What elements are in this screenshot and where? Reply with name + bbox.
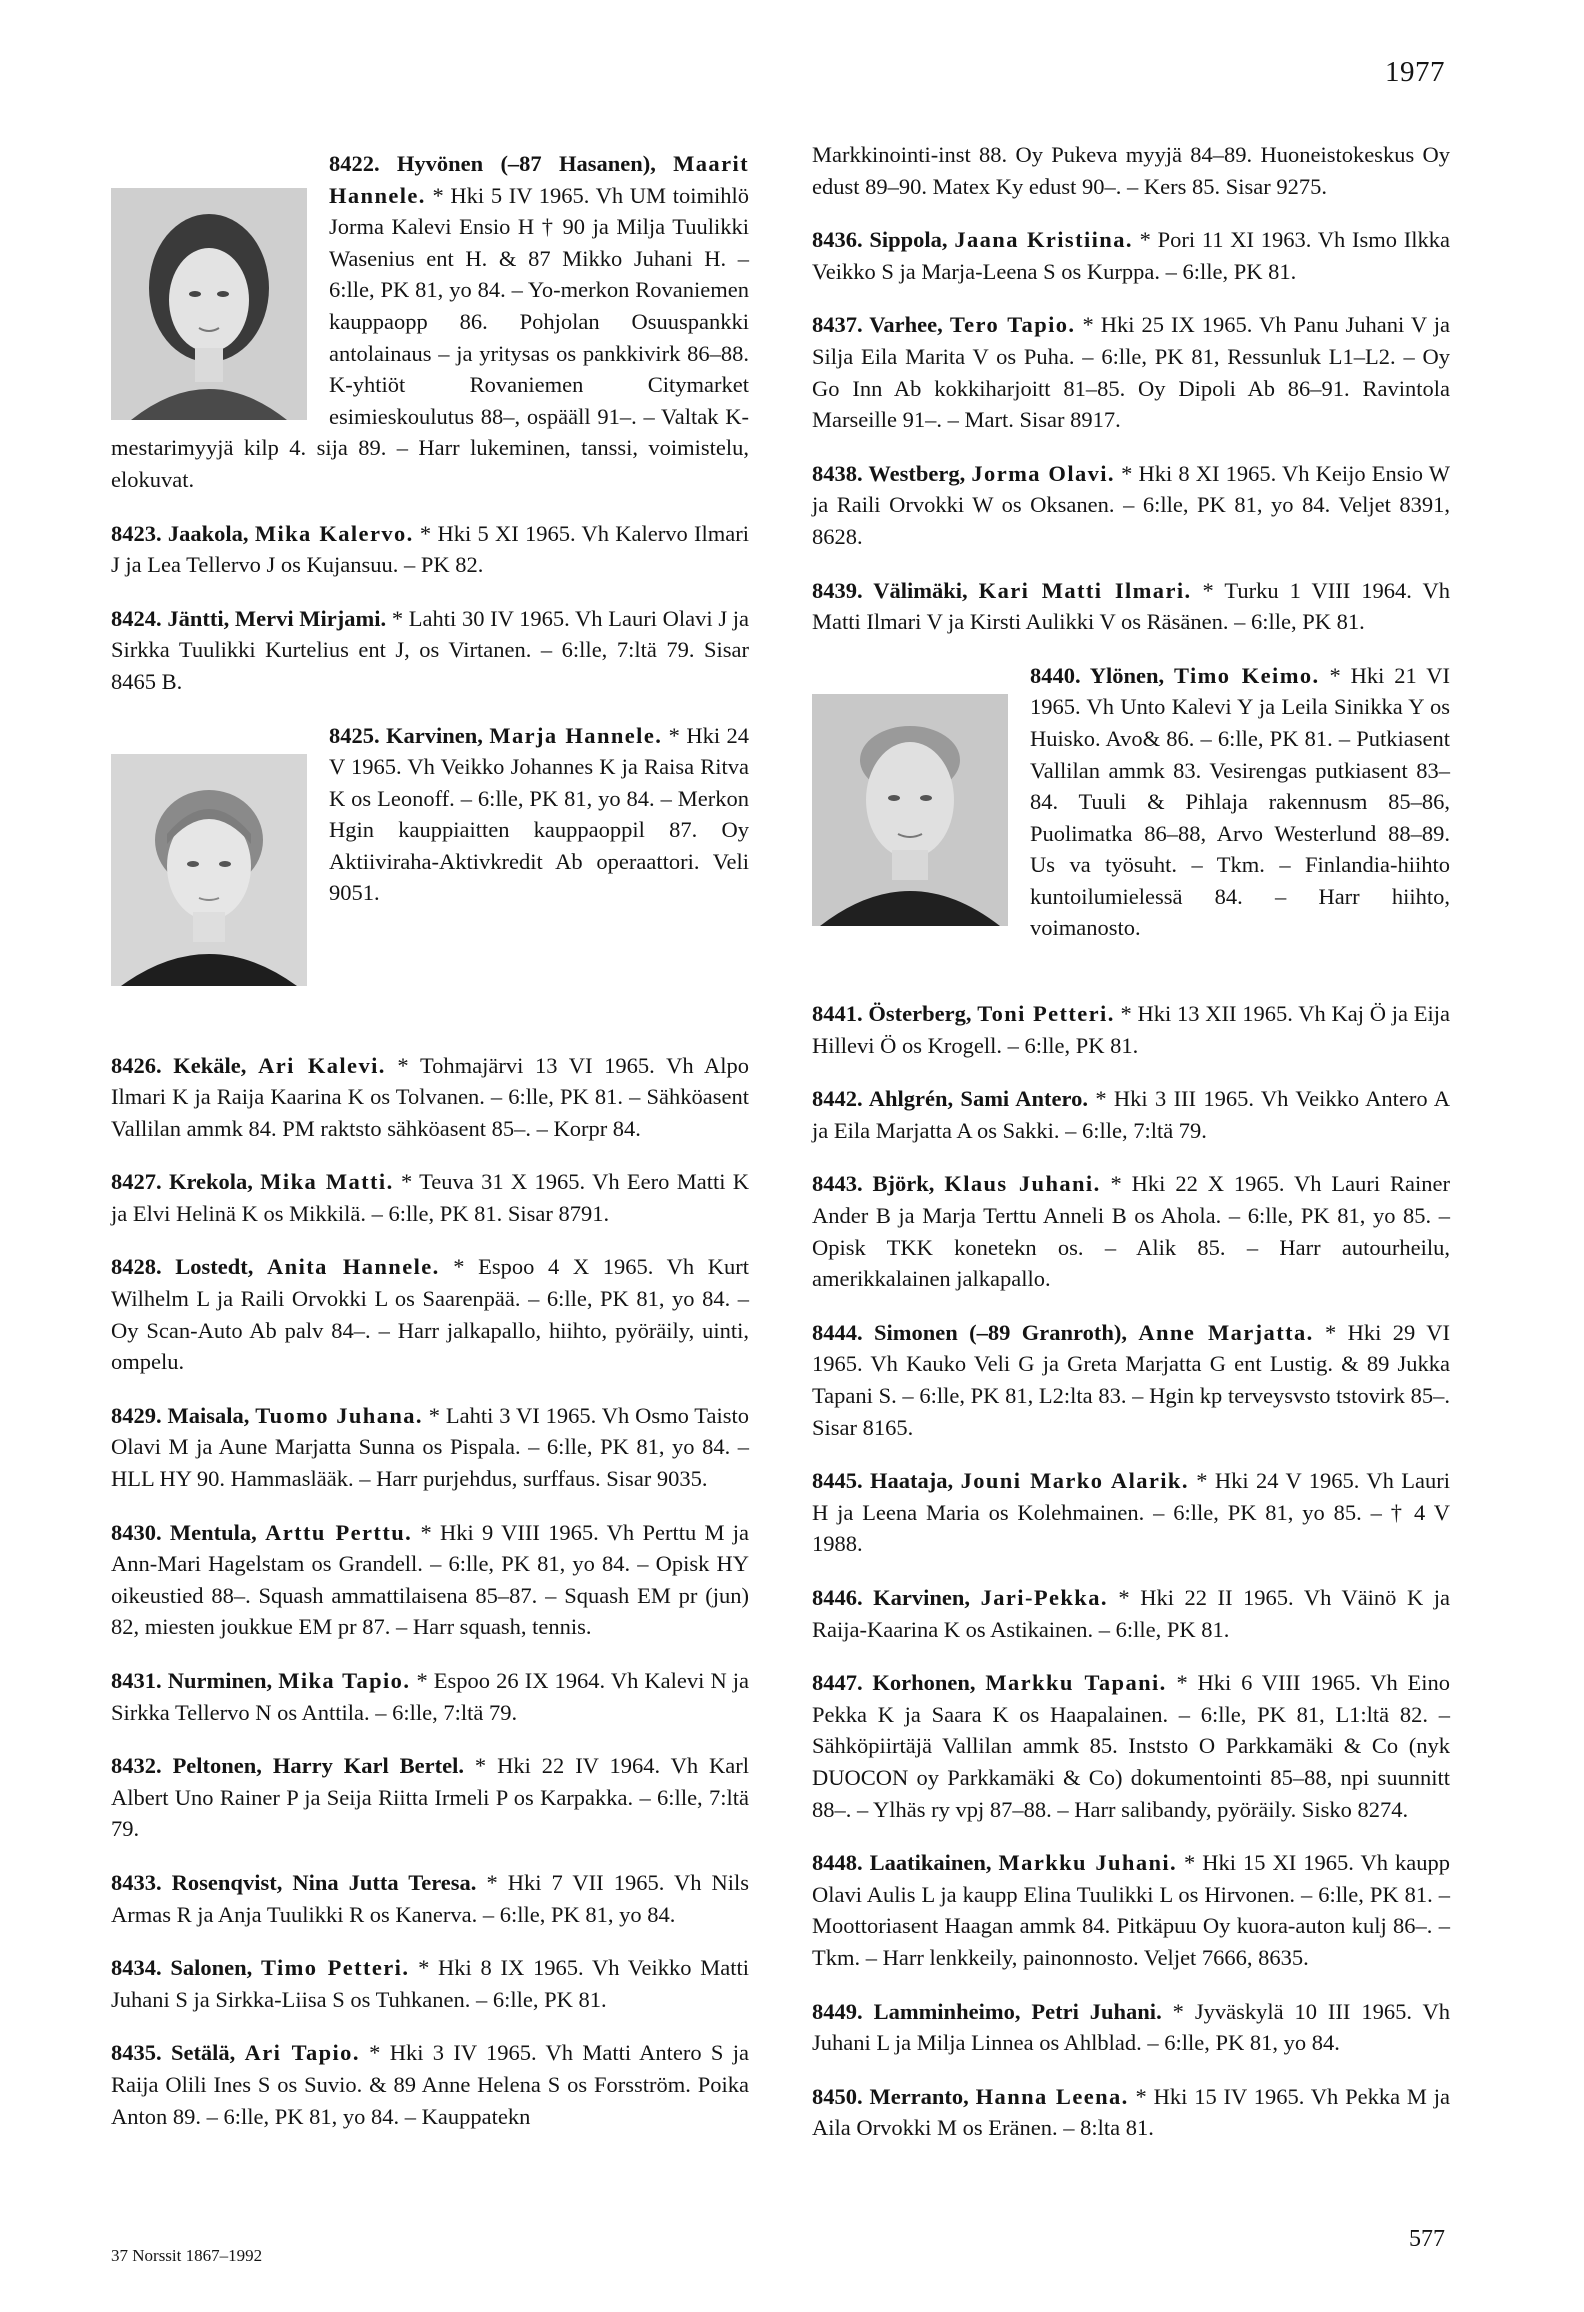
entry-surname: Karvinen, [386, 722, 483, 748]
entry-8445 [812, 1465, 1450, 1560]
entry-given-names: Mika Matti. [260, 1169, 394, 1195]
entry-surname: Välimäki, [873, 577, 968, 603]
entry-number: 8435. [111, 2040, 162, 2066]
entry-name [111, 606, 386, 631]
entry-given-names: Anne Marjatta. [1138, 1319, 1314, 1345]
entry-number: 8439. [812, 577, 863, 603]
entry-8433 [111, 1867, 749, 1930]
portrait-man-photo [812, 694, 1008, 926]
entry-8448 [812, 1847, 1450, 1973]
entry-8450 [812, 2081, 1450, 2144]
entry-8441 [812, 998, 1450, 1061]
entry-name [812, 1670, 1167, 1695]
entry-text: * Espoo 26 IX 1964. Vh Kalevi N ja Sirkka Tellervo N os Anttila. – 6:lle, 7:ltä 79. [111, 1668, 750, 1725]
entry-name [111, 1520, 412, 1545]
entry-surname: Varhee, [869, 312, 943, 338]
entry-given-names: Kari Matti Ilmari. [978, 577, 1192, 603]
entry-name [812, 1468, 1189, 1493]
entry-surname: Karvinen, [873, 1584, 971, 1610]
entry-number: 8433. [111, 1869, 162, 1895]
entry-8423 [111, 518, 749, 581]
entry-number: 8434. [111, 1955, 162, 1981]
entry-8430 [111, 1517, 749, 1643]
entry-name [111, 2040, 360, 2065]
entry-name [329, 723, 662, 748]
entry-given-names: Hanna Leena. [975, 2083, 1129, 2109]
entry-surname: Rosenqvist, Nina Jutta Teresa. [171, 1869, 477, 1895]
entry-number: 8446. [812, 1584, 863, 1610]
entry-number: 8443. [812, 1171, 863, 1197]
entry-surname: Hyvönen (–87 Hasanen), [396, 151, 656, 176]
entry-surname: Ahlgrén, Sami Antero. [868, 1086, 1088, 1112]
entry-continuation [812, 139, 1450, 202]
entry-given-names: Ari Tapio. [244, 2040, 360, 2066]
right-column [812, 117, 1450, 2144]
entry-surname: Nurminen, [167, 1668, 273, 1693]
entry-number: 8444. [812, 1319, 863, 1345]
entry-text: * Hki 8 XI 1965. Vh Keijo Ensio W ja Raili Orvokki W os Oksanen. – 6:lle, PK 81, yo 84. Veljet 8391, 8628. [812, 460, 1451, 549]
entry-number: 8422. [329, 151, 380, 176]
entry-surname: Lostedt, [175, 1254, 254, 1280]
entry-number: 8449. [812, 1998, 863, 2024]
entry-number: 8432. [111, 1753, 162, 1779]
portrait-young-woman-photo [111, 188, 307, 420]
entry-text: * Tohmajärvi 13 VI 1965. Vh Alpo Ilmari K ja Raija Kaarina K os Tolvanen. – 6:lle, PK 81. – Sähköasent Vallilan ammk 84. PM raktsto sähköasent 85–. – Korpr 84. [111, 1052, 749, 1141]
entry-given-names: Maarit Hannele. [329, 151, 750, 208]
entry-name [812, 461, 1115, 486]
entry-text: * Lahti 30 IV 1965. Vh Lauri Olavi J ja Sirkka Tuulikki Kurtelius ent J, os Virtanen. – 6:lle, 7:ltä 79. Sisar 8465 B. [111, 605, 750, 694]
entry-surname: Korhonen, [872, 1670, 976, 1696]
entry-surname: Laatikainen, [869, 1850, 992, 1876]
entry-name [111, 1870, 476, 1895]
entry-surname: Merranto, [869, 2083, 969, 2109]
entry-surname: Ylönen, [1089, 662, 1165, 688]
entry-number: 8436. [812, 227, 863, 253]
entry-name [111, 1955, 409, 1980]
entry-text: * Espoo 4 X 1965. Vh Kurt Wilhelm L ja Raili Orvokki L os Saarenpää. – 6:lle, PK 81, yo 84. – Oy Scan-Auto Ab palv 84–. – Harr jalkapallo, hiihto, pyöräily, uinti, ompelu. [111, 1254, 750, 1375]
entry-surname: Maisala, [167, 1402, 250, 1428]
entry-text: * Hki 24 V 1965. Vh Lauri H ja Leena Maria os Kolehmainen. – 6:lle, PK 81, yo 85. – † 4 V 1988. [812, 1468, 1451, 1557]
entry-given-names: Tero Tapio. [949, 312, 1076, 338]
entry-number: 8427. [111, 1169, 162, 1195]
entry-name [812, 312, 1075, 337]
entry-surname: Sippola, [869, 227, 948, 253]
entry-given-names: Mika Kalervo. [254, 520, 414, 546]
entry-surname: Kekäle, [173, 1052, 247, 1078]
entry-name [812, 1999, 1162, 2024]
entry-8426 [111, 1050, 749, 1145]
entry-text: * Turku 1 VIII 1964. Vh Matti Ilmari V ja Kirsti Aulikki V os Räsänen. – 6:lle, PK 81. [812, 577, 1451, 635]
entry-surname: Jäntti, Mervi Mirjami. [167, 605, 387, 631]
entry-surname: Setälä, [170, 2040, 236, 2066]
entry-surname: Jaakola, [167, 520, 249, 546]
entry-name [812, 1320, 1314, 1345]
entry-name [1030, 663, 1320, 688]
entry-text: * Hki 5 XI 1965. Vh Kalervo Ilmari J ja Lea Tellervo J os Kujansuu. – PK 82. [111, 520, 749, 578]
entry-surname: Westberg, [868, 460, 966, 486]
page-number: 577 [1409, 2226, 1445, 2252]
entry-given-names: Jari-Pekka. [980, 1584, 1108, 1610]
entry-surname: Simonen (–89 Granroth), [874, 1319, 1127, 1345]
entry-number: 8425. [329, 722, 380, 748]
entry-text: * Hki 29 VI 1965. Vh Kauko Veli G ja Greta Marjatta G ent Lustig. & 89 Jukka Tapani S. – 6:lle, PK 81, L2:lta 83. – Hgin kp terveysvsto tstovirk 85–. Sisar 8165. [812, 1319, 1450, 1440]
entry-8442 [812, 1083, 1450, 1146]
entry-text: * Hki 13 XII 1965. Vh Kaj Ö ja Eija Hillevi Ö os Krogell. – 6:lle, PK 81. [812, 1001, 1450, 1058]
entry-given-names: Ari Kalevi. [258, 1052, 386, 1078]
entry-given-names: Toni Petteri. [977, 1001, 1115, 1027]
entry-name [812, 578, 1192, 603]
entry-given-names: Jorma Olavi. [971, 460, 1115, 486]
entry-number: 8441. [812, 1001, 863, 1027]
entry-surname: Haataja, [870, 1468, 954, 1494]
entry-number: 8438. [812, 460, 863, 486]
entry-surname: Peltonen, Harry Karl Bertel. [172, 1753, 464, 1779]
entry-name [111, 521, 414, 546]
entry-surname: Österberg, [868, 1001, 972, 1027]
entry-text: * Hki 15 IV 1965. Vh Pekka M ja Aila Orvokki M os Eränen. – 8:lta 81. [812, 2083, 1451, 2141]
entry-8443 [812, 1168, 1450, 1294]
entry-8446 [812, 1582, 1450, 1645]
entry-text: Markkinointi-inst 88. Oy Pukeva myyjä 84–89. Huoneistokeskus Oy edust 89–90. Matex Ky edust 90–. – Kers 85. Sisar 9275. [812, 142, 1450, 199]
entry-8422 [111, 148, 749, 496]
entry-name [111, 1254, 440, 1279]
entry-8438 [812, 458, 1450, 553]
entry-given-names: Klaus Juhani. [944, 1171, 1101, 1197]
entry-number: 8437. [812, 312, 863, 338]
entry-text: * Lahti 3 VI 1965. Vh Osmo Taisto Olavi M ja Aune Marjatta Sunna os Pispala. – 6:lle, PK 81, yo 84. – HLL HY 90. Hammaslääk. – Harr purjehdus, surffaus. Sisar 9035. [111, 1402, 749, 1492]
entry-text: * Hki 22 IV 1964. Vh Karl Albert Uno Rainer P ja Seija Riitta Irmeli P os Karpakka. – 6:lle, 7:ltä 79. [111, 1753, 749, 1842]
entry-text: * Hki 6 VIII 1965. Vh Eino Pekka K ja Saara K os Haapalainen. – 6:lle, PK 81, L1:ltä 82. – Sähköpiirtäjä Vallilan ammk 85. Inststo O Parkkamäki & Co (nyk DUOCON oy Parkkamäki & Co) dokumentointi 85–88, npi suunnitt 88–. – Ylhäs ry vpj 87–88. – Harr salibandy, pyöräily. Sisko 8274. [812, 1670, 1450, 1822]
portrait-short-hair-woman-photo [111, 754, 307, 986]
entry-name [111, 1668, 410, 1693]
entry-text: * Hki 9 VIII 1965. Vh Perttu M ja Ann-Mari Hagelstam os Grandell. – 6:lle, PK 81, yo 84. – Opisk HY oikeustied 88–. Squash ammattilaisena 85–87. – Squash EM pr (jun) 82, miesten joukkue EM pr 87. – Harr squash, tennis. [111, 1519, 750, 1640]
entry-name [812, 1171, 1101, 1196]
entry-text: * Hki 15 XI 1965. Vh kaupp Olavi Aulis L ja kaupp Elina Tuulikki L os Hirvonen. – 6:lle, PK 81. – Moottoriasent Haagan ammk 84. Pitkäpuu Oy kuora-auton kulj 86–. – Tkm. – Harr lenkkeily, painonnosto. Veljet 7666, 8635. [812, 1850, 1450, 1970]
entry-name [812, 1850, 1177, 1875]
entry-text: * Hki 3 III 1965. Vh Veikko Antero A ja Eila Marjatta A os Sakki. – 6:lle, 7:ltä 79. [812, 1086, 1450, 1143]
entry-8444 [812, 1317, 1450, 1443]
entry-given-names: Marja Hannele. [489, 722, 663, 748]
entry-8425 [111, 720, 749, 994]
entry-8429 [111, 1400, 749, 1495]
entry-8440 [812, 660, 1450, 944]
entry-name [111, 1753, 464, 1778]
entry-given-names: Markku Juhani. [998, 1850, 1178, 1876]
entry-8449 [812, 1996, 1450, 2059]
entry-number: 8447. [812, 1670, 863, 1696]
entry-given-names: Jaana Kristiina. [954, 227, 1133, 253]
entry-given-names: Tuomo Juhana. [255, 1402, 423, 1428]
entry-8434 [111, 1952, 749, 2015]
entry-text: * Hki 25 IX 1965. Vh Panu Juhani V ja Silja Eila Marita V os Puha. – 6:lle, PK 81, Ressunluk L1–L2. – Oy Go Inn Ab kokkiharjoitt 81–85. Oy Dipoli Ab 86–91. Ravintola Marseille 91–. – Mart. Sisar 8917. [812, 312, 1451, 433]
entry-given-names: Arttu Perttu. [265, 1519, 413, 1545]
entry-8428 [111, 1251, 749, 1377]
entry-given-names: Mika Tapio. [278, 1668, 411, 1693]
entry-surname: Lamminheimo, Petri Juhani. [873, 1998, 1162, 2024]
entry-number: 8430. [111, 1519, 162, 1545]
entry-8437 [812, 309, 1450, 435]
entry-name [812, 1585, 1108, 1610]
left-column [111, 126, 749, 2132]
entry-given-names: Timo Keimo. [1174, 662, 1320, 688]
entry-text: * Hki 22 II 1965. Vh Väinö K ja Raija-Kaarina K os Astikainen. – 6:lle, PK 81. [812, 1584, 1451, 1642]
entry-name [812, 1086, 1088, 1111]
entry-text: * Hki 8 IX 1965. Vh Veikko Matti Juhani S ja Sirkka-Liisa S os Tuhkanen. – 6:lle, PK 81. [111, 1955, 749, 2012]
entry-8427 [111, 1166, 749, 1229]
entry-8431 [111, 1665, 749, 1728]
entry-text: * Hki 22 X 1965. Vh Lauri Rainer Ander B ja Marja Terttu Anneli B os Ahola. – 6:lle, PK 81, yo 85. – Opisk TKK konetekn os. – Alik 85. – Harr autourheilu, amerikkalainen jalkapallo. [812, 1171, 1451, 1292]
entry-given-names: Anita Hannele. [267, 1254, 440, 1280]
entry-given-names: Timo Petteri. [261, 1955, 410, 1981]
entry-number: 8423. [111, 520, 162, 546]
entry-surname: Mentula, [169, 1519, 257, 1545]
entry-surname: Salonen, [170, 1955, 253, 1981]
entry-given-names: Jouni Marko Alarik. [960, 1468, 1189, 1494]
entry-number: 8440. [1030, 662, 1081, 688]
entry-name [812, 2084, 1129, 2109]
footer-signature: 37 Norssit 1867–1992 [111, 2246, 263, 2265]
entry-8436 [812, 224, 1450, 287]
entry-number: 8450. [812, 2083, 863, 2109]
entry-text: * Hki 21 VI 1965. Vh Unto Kalevi Y ja Leila Sinikka Y os Huisko. Avo& 86. – 6:lle, PK 81. – Putkiasent Vallilan ammk 83. Vesirengas putkiasent 83–84. Tuuli & Pihlaja rakennusm 85–86, Puolimatka 86–88, Arvo Westerlund 88–89. Us va työsuht. – Tkm. – Finlandia-hiihto kuntoilumielessä 84. – Harr hiihto, voimanosto. [1030, 662, 1451, 941]
entry-name [111, 1169, 394, 1194]
page-year: 1977 [1385, 56, 1445, 88]
entry-name [111, 1403, 423, 1428]
entry-8447 [812, 1667, 1450, 1825]
entry-number: 8445. [812, 1468, 863, 1494]
entry-name [812, 227, 1133, 252]
entry-text: * Teuva 31 X 1965. Vh Eero Matti K ja Elvi Helinä K os Mikkilä. – 6:lle, PK 81. Sisar 8791. [111, 1169, 750, 1226]
entry-number: 8424. [111, 605, 162, 631]
entry-text: * Hki 5 IV 1965. Vh UM toimihlö Jorma Kalevi Ensio H † 90 ja Milja Tuulikki Wasenius ent H. & 87 Mikko Juhani H. – 6:lle, PK 81, yo 84. – Yo-merkon Rovaniemen kauppaopp 86. Pohjolan Osuuspankki antolainaus – ja yritysas os pankkivirk 86–88. K-yhtiöt Rovaniemen Citymarket esimieskoulutus 88–, ospääll 91–. – Valtak K-mestarimyyjä kilp 4. sija 89. – Harr lukeminen, tanssi, voimistelu, elokuvat. [111, 182, 749, 492]
entry-number: 8448. [812, 1850, 863, 1876]
entry-8432 [111, 1750, 749, 1845]
entry-number: 8431. [111, 1668, 162, 1693]
entry-given-names: Markku Tapani. [985, 1670, 1167, 1696]
entry-text: * Jyväskylä 10 III 1965. Vh Juhani L ja Milja Linnea os Ahlblad. – 6:lle, PK 81, yo 84. [812, 1998, 1450, 2056]
entry-name [111, 1053, 386, 1078]
entry-8435 [111, 2037, 749, 2132]
entry-text: * Hki 3 IV 1965. Vh Matti Antero S ja Raija Olili Ines S os Suvio. & 89 Anne Helena S os Forsström. Poika Anton 89. – 6:lle, PK 81, yo 84. – Kauppatekn [111, 2040, 749, 2129]
entry-text: * Pori 11 XI 1963. Vh Ismo Ilkka Veikko S ja Marja-Leena S os Kurppa. – 6:lle, PK 81. [812, 227, 1451, 284]
entry-number: 8426. [111, 1052, 162, 1078]
entry-number: 8429. [111, 1402, 162, 1428]
entry-8439 [812, 575, 1450, 638]
entry-surname: Björk, [872, 1171, 935, 1197]
entry-surname: Krekola, [168, 1169, 253, 1195]
entry-text: * Hki 7 VII 1965. Vh Nils Armas R ja Anja Tuulikki R os Kanerva. – 6:lle, PK 81, yo 84. [111, 1869, 749, 1927]
entry-name [812, 1001, 1115, 1026]
entry-text: * Hki 24 V 1965. Vh Veikko Johannes K ja Raisa Ritva K os Leonoff. – 6:lle, PK 81, yo 84. – Merkon Hgin kauppiaitten kauppaoppil 87. Oy Aktiiviraha-Aktivkredit Ab operaattori. Veli 9051. [329, 722, 749, 906]
entry-number: 8428. [111, 1254, 162, 1280]
entry-8424 [111, 603, 749, 698]
entry-number: 8442. [812, 1086, 863, 1112]
